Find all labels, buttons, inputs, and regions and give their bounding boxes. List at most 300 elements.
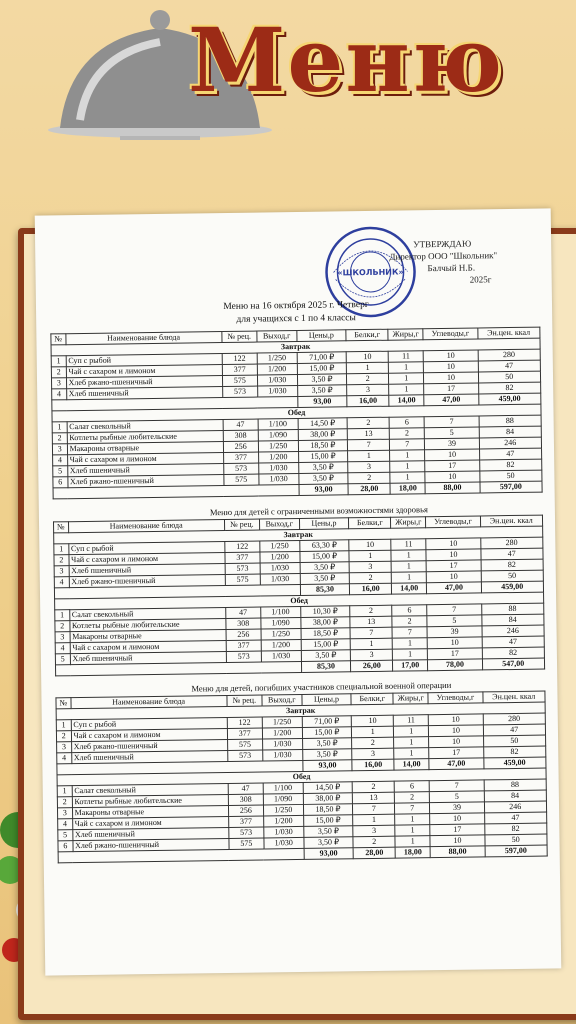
table-cell: 84 [484,790,547,802]
table-cell: 256 [228,805,264,816]
table-cell: 573 [227,750,263,761]
table-cell: 573 [223,463,259,474]
table-cell: Хлеб ржано-пшеничный [69,575,225,588]
column-header: Белки,г [351,693,393,705]
table-cell: Хлеб пшеничный [72,827,228,840]
document-title: Меню на 16 октября 2025 г. Четверг [223,299,369,313]
table-cell: 13 [350,616,392,628]
table-cell: 3 [351,649,393,661]
table-cell: 71,00 ₽ [297,352,347,364]
table-cell: 10 [428,637,482,649]
column-header: Эн.цен. ккал [482,691,545,703]
table-cell: 82 [482,647,545,659]
table-cell: 3,50 ₽ [300,573,350,585]
total-cell: 17,00 [393,660,429,671]
table-cell: 3,50 ₽ [302,749,352,761]
table-cell: 7 [430,780,484,792]
table-cell: 1/250 [263,804,303,816]
table-cell: 1 [392,638,428,649]
table-cell: 3,50 ₽ [297,374,347,386]
table-cell: 1/030 [264,837,304,849]
column-header: Наименование блюда [71,696,227,709]
meal-label: Обед [57,768,546,786]
table-cell: 1/030 [263,749,303,761]
table-cell: Суп с рыбой [66,354,222,367]
table-cell: 1/100 [261,606,301,618]
column-header: № [56,698,71,709]
total-cell: 47,00 [429,758,483,770]
total-cell: 47,00 [427,582,481,594]
table-cell: 4 [53,455,68,466]
document-subtitle: для учащихся с 1 по 4 классы [236,313,356,325]
column-header: Углеводы,г [426,516,480,528]
table-cell: 5 [58,830,73,841]
table-cell: Чай с сахаром и лимоном [69,553,225,566]
table-cell: 575 [229,838,265,849]
total-cell: 14,00 [389,395,425,406]
table-cell: 82 [483,746,546,758]
table-cell: 84 [479,426,542,438]
table-cell: Суп с рыбой [71,718,227,731]
table-cell: 50 [481,570,544,582]
table-cell: 1 [391,561,427,572]
table-cell: 13 [353,792,395,804]
table-cell: 3,50 ₽ [298,473,348,485]
total-cell: 18,00 [390,483,426,494]
menu-table-limited-health [53,515,545,677]
table-cell: Хлеб пшеничный [66,387,222,400]
section3-title: Меню для детей, погибших участников специальной военной операции [191,679,452,694]
column-header: Наименование блюда [68,520,224,533]
table-cell: Хлеб пшеничный [71,751,227,764]
table-cell: 10 [425,449,479,461]
table-cell: 377 [228,816,264,827]
table-cell: 82 [478,382,541,394]
table-cell: 3 [57,808,72,819]
table-cell: 50 [483,735,546,747]
table-cell: 39 [425,438,479,450]
table-cell: 1 [56,720,71,731]
table-cell: 1/090 [263,793,303,805]
meal-label: Завтрак [56,702,545,720]
table-cell: Котлеты рыбные любительские [67,431,223,444]
total-cell: 88,00 [425,482,479,494]
table-cell: 38,00 ₽ [298,429,348,441]
table-cell: 1 [390,461,426,472]
total-cell: 459,00 [478,393,541,405]
table-cell: 122 [224,541,260,552]
table-cell: 2 [55,621,70,632]
table-cell: 1 [349,550,391,562]
table-cell: 10 [347,351,389,363]
table-cell: 71,00 ₽ [302,716,352,728]
approval-line-2: Директор ООО "Школьник" [389,250,498,262]
total-cell: 78,00 [428,659,482,671]
table-cell: 10 [429,725,483,737]
table-cell: 15,00 ₽ [301,639,351,651]
table-cell: 5 [53,466,68,477]
table-cell: 1 [51,356,66,367]
table-cell: 10 [430,835,484,847]
table-cell: 7 [389,439,425,450]
table-cell: Чай с сахаром и лимоном [67,453,223,466]
table-cell: 1 [351,638,393,650]
table-cell: 10 [427,571,481,583]
column-header: № рец. [227,695,263,706]
total-cell: 93,00 [304,848,354,860]
menu-table-primary [50,327,542,500]
table-cell: 10 [429,736,483,748]
table-cell: 14,50 ₽ [303,782,353,794]
table-cell: 47 [484,812,547,824]
total-cell: 547,00 [482,658,545,670]
table-cell: 2 [56,731,71,742]
table-cell: 1/250 [261,628,301,640]
table-cell: 10 [349,539,391,551]
table-cell: 15,00 ₽ [302,727,352,739]
table-cell: 377 [227,728,263,739]
table-cell: Хлеб ржано-пшеничный [73,838,229,851]
column-header: № рец. [221,331,257,342]
table-cell: 7 [395,803,431,814]
table-cell: 1/200 [259,451,299,463]
table-cell: Чай с сахаром и лимоном [66,365,222,378]
table-cell: Хлеб пшеничный [70,652,226,665]
total-cell: 16,00 [350,583,392,595]
table-cell: 1 [57,786,72,797]
table-cell: 1 [352,726,394,738]
column-header: Выход,г [259,518,299,530]
column-header: № рец. [224,519,260,530]
column-header: Выход,г [257,330,297,342]
table-cell: 82 [484,823,547,835]
table-cell: 6 [58,841,73,852]
table-cell: 1/090 [258,429,298,441]
table-cell: 575 [223,474,259,485]
total-cell: 597,00 [479,481,542,493]
table-cell: 7 [348,439,390,451]
table-cell: 256 [223,441,259,452]
column-header: Жиры,г [388,329,424,340]
table-cell: 7 [353,803,395,815]
total-cell: 85,30 [301,661,351,673]
column-header: Выход,г [262,694,302,706]
approval-line-4: 2025г [469,274,492,285]
table-cell: 3,50 ₽ [302,738,352,750]
total-cell: 459,00 [481,581,544,593]
table-cell: 7 [427,604,481,616]
table-cell: 15,00 ₽ [303,815,353,827]
table-cell: 47 [478,360,541,372]
table-cell: 1 [391,550,427,561]
table-cell: 2 [394,792,430,803]
table-cell: 2 [389,428,425,439]
table-cell: 5 [55,654,70,665]
table-cell: Макароны отварные [72,805,228,818]
column-header: Эн.цен. ккал [480,515,543,527]
table-cell: 1 [395,836,431,847]
column-header: Белки,г [349,517,391,529]
table-cell: 1 [52,422,67,433]
table-cell: 377 [223,452,259,463]
menu-sheet [35,208,562,975]
table-cell: 2 [350,605,392,617]
table-cell: 88 [484,779,547,791]
table-cell: 17 [424,383,478,395]
table-cell: 17 [429,747,483,759]
table-cell: Чай с сахаром и лимоном [70,641,226,654]
table-cell: Хлеб ржано-пшеничный [66,376,222,389]
total-cell: 93,00 [299,484,349,496]
table-cell: 1 [394,748,430,759]
svg-text:«ШКОЛЬНИК»: «ШКОЛЬНИК» [337,267,404,278]
table-cell: 17 [430,824,484,836]
column-header: № [53,522,68,533]
table-cell: 280 [483,713,546,725]
table-cell: 1/250 [258,440,298,452]
table-cell: 47 [225,607,261,618]
table-cell: Котлеты рыбные любительские [69,619,225,632]
table-cell: Салат свекольный [67,420,223,433]
table-cell: 3,50 ₽ [297,385,347,397]
table-cell: 10 [352,715,394,727]
table-cell: Хлеб ржано-пшеничный [71,740,227,753]
table-cell: 1/250 [260,540,300,552]
table-cell: 88 [481,603,544,615]
table-cell: 47 [228,783,264,794]
table-cell: 10 [429,714,483,726]
table-cell: 39 [427,626,481,638]
table-cell: 1/030 [260,573,300,585]
table-cell: 3,50 ₽ [301,650,351,662]
table-cell: 1/090 [261,617,301,629]
table-cell: 47 [479,448,542,460]
total-cell: 16,00 [352,759,394,771]
table-cell: Котлеты рыбные любительские [72,794,228,807]
table-cell: 1/200 [264,815,304,827]
table-cell: 7 [392,627,428,638]
table-cell: 17 [426,560,480,572]
table-cell: 3 [57,742,72,753]
table-cell: 575 [227,739,263,750]
table-cell: 17 [425,460,479,472]
total-cell: 16,00 [347,395,389,407]
table-cell: 39 [430,802,484,814]
table-cell: 13 [348,428,390,440]
table-cell: 2 [348,472,390,484]
table-cell: 4 [52,389,67,400]
table-cell: 3 [54,566,69,577]
table-cell: 82 [479,459,542,471]
table-cell: 4 [58,819,73,830]
table-cell: 63,30 ₽ [299,540,349,552]
table-cell: 1/200 [262,727,302,739]
table-cell: 1 [347,362,389,374]
table-cell: Суп с рыбой [68,542,224,555]
table-cell: 15,00 ₽ [299,551,349,563]
table-cell: 10 [424,361,478,373]
table-cell: 1/100 [263,782,303,794]
table-cell: 1/030 [263,738,303,750]
table-cell: 573 [228,827,264,838]
table-cell: 2 [57,797,72,808]
table-cell: 5 [425,427,479,439]
table-cell: 2 [52,433,67,444]
total-cell: 88,00 [430,846,484,858]
table-cell: 3 [51,378,66,389]
table-cell: Салат свекольный [69,608,225,621]
approval-line-1: УТВЕРЖДАЮ [413,238,472,250]
table-cell: 3 [55,632,70,643]
table-cell: 308 [228,794,264,805]
table-cell: 246 [479,437,542,449]
table-cell: Чай с сахаром и лимоном [71,729,227,742]
table-cell: 1/030 [258,385,298,397]
table-cell: 47 [480,548,543,560]
table-cell: 10 [426,549,480,561]
table-cell: 1/030 [260,562,300,574]
table-cell: 573 [226,651,262,662]
column-header: Цены,р [296,330,346,342]
column-header: Белки,г [346,329,388,341]
total-cell: 93,00 [297,396,347,408]
table-cell: 575 [225,574,261,585]
table-cell: 1 [394,737,430,748]
table-cell: 3,50 ₽ [300,562,350,574]
table-cell: 18,50 ₽ [298,440,348,452]
table-cell: 2 [51,367,66,378]
table-cell: 122 [222,353,258,364]
table-cell: 377 [225,552,261,563]
table-cell: Салат свекольный [72,783,228,796]
table-cell: 256 [226,629,262,640]
table-cell: 1/200 [257,363,297,375]
table-cell: 3 [348,461,390,473]
table-cell: Хлеб ржано-пшеничный [67,475,223,488]
table-cell: 1/030 [261,650,301,662]
table-cell: 246 [482,625,545,637]
table-cell: 1 [395,814,431,825]
section2-title: Меню для детей с ограниченными возможностями здоровья [209,504,428,518]
table-cell: 280 [480,537,543,549]
total-cell: 28,00 [348,483,390,495]
column-header: Эн.цен. ккал [477,327,540,339]
meal-label: Завтрак [54,526,543,544]
table-cell: 2 [347,373,389,385]
table-cell: 2 [392,616,428,627]
table-cell: 10 [424,350,478,362]
table-cell: 10 [430,813,484,825]
table-cell: 2 [348,417,390,429]
table-cell: 2 [353,836,395,848]
total-cell: 14,00 [394,759,430,770]
table-cell: 18,50 ₽ [303,804,353,816]
table-cell: 50 [479,470,542,482]
table-cell: 3,50 ₽ [298,462,348,474]
table-cell: 573 [225,563,261,574]
table-cell: 2 [352,737,394,749]
table-cell: 5 [427,615,481,627]
column-header: Углеводы,г [423,328,477,340]
banner-title: Меню [188,8,505,112]
table-cell: 47 [482,636,545,648]
table-cell: 15,00 ₽ [298,451,348,463]
total-cell: 597,00 [485,845,548,857]
approval-block [369,237,540,287]
table-cell: 1/250 [262,716,302,728]
table-cell: 15,00 ₽ [297,363,347,375]
table-cell: 88 [479,415,542,427]
table-cell: Чай с сахаром и лимоном [72,816,228,829]
approval-line-3: Балчый Н.Б. [427,262,476,274]
table-cell: 10 [424,372,478,384]
table-cell: 50 [478,371,541,383]
table-cell: 10 [426,538,480,550]
table-cell: 1 [390,472,426,483]
total-cell: 28,00 [354,847,396,859]
table-cell: 1 [390,450,426,461]
table-cell: 377 [226,640,262,651]
table-cell: 1 [395,825,431,836]
table-cell: 1 [389,373,425,384]
table-cell: 4 [54,577,69,588]
meal-label: Обед [55,592,544,610]
table-cell: 1/100 [258,418,298,430]
column-header: Цены,р [299,518,349,530]
table-cell: 14,50 ₽ [298,418,348,430]
table-cell: 1 [55,610,70,621]
table-cell: 1/200 [260,551,300,563]
table-cell: 1 [389,384,425,395]
column-header: № [51,334,66,345]
table-cell: 6 [389,417,425,428]
table-cell: 10 [425,471,479,483]
meal-label: Обед [52,404,541,422]
table-cell: Хлеб пшеничный [67,464,223,477]
table-cell: 3,50 ₽ [303,837,353,849]
table-cell: 1/030 [264,826,304,838]
table-cell: 6 [53,477,68,488]
table-cell: 280 [478,349,541,361]
table-cell: 575 [222,375,258,386]
table-cell: 3 [353,825,395,837]
table-cell: 7 [424,416,478,428]
document-title-block [96,297,496,329]
table-cell: 5 [430,791,484,803]
total-cell: 18,00 [395,847,431,858]
table-cell: 6 [392,605,428,616]
table-cell: 1 [54,544,69,555]
table-cell: 1 [348,450,390,462]
table-cell: 1/250 [257,352,297,364]
table-cell: 38,00 ₽ [303,793,353,805]
table-cell: 11 [388,351,424,362]
table-cell: Макароны отварные [70,630,226,643]
table-cell: 308 [225,618,261,629]
table-cell: 308 [223,430,259,441]
table-cell: 11 [393,715,429,726]
table-cell: 47 [483,724,546,736]
table-cell: 3 [347,384,389,396]
table-cell: 4 [57,753,72,764]
column-header: Жиры,г [391,517,427,528]
table-cell: 3 [52,444,67,455]
table-cell: 1 [391,572,427,583]
column-header: Цены,р [301,694,351,706]
table-cell: 3,50 ₽ [303,826,353,838]
column-header: Жиры,г [393,693,429,704]
table-cell: 50 [484,834,547,846]
